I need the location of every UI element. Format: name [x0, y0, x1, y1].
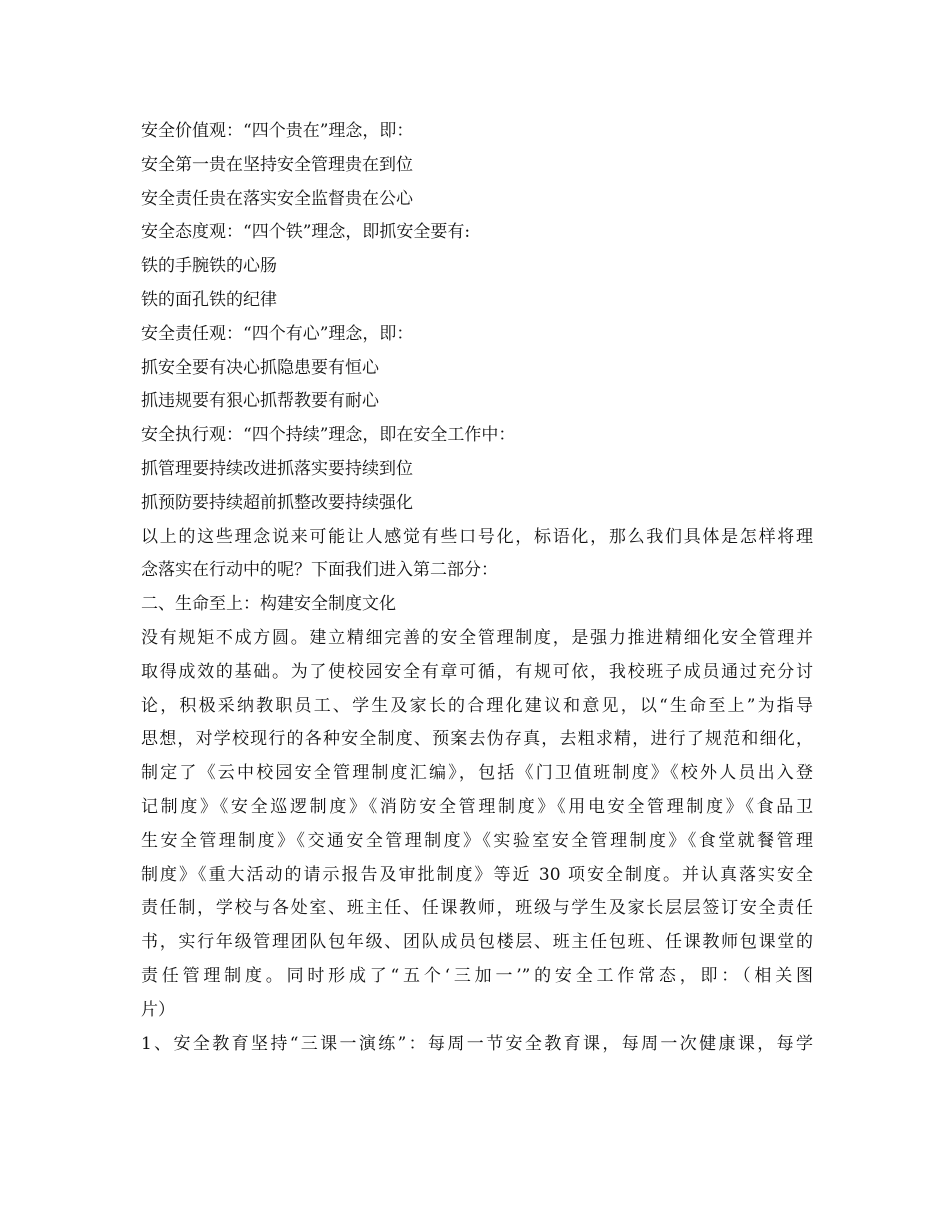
paragraph-line: 责任管理制度。同时形成了“五个‘三加一’”的安全工作常态，即：（相关图 [141, 965, 813, 986]
text-line: 安全责任观：“四个有心”理念，即： [141, 323, 414, 344]
paragraph-line: 制度》《重大活动的请示报告及审批制度》等近 30 项安全制度。并认真落实安全 [141, 864, 813, 885]
paragraph-line: 生安全管理制度》《交通安全管理制度》《实验室安全管理制度》《食堂就餐管理 [141, 830, 813, 851]
text-line: 铁的手腕铁的心肠 [141, 256, 277, 277]
text-line: 铁的面孔铁的纪律 [141, 289, 277, 310]
paragraph-line: 念落实在行动中的呢？下面我们进入第二部分： [141, 560, 498, 581]
paragraph-line: 1、安全教育坚持“三课一演练”：每周一节安全教育课，每周一次健康课，每学 [141, 1033, 813, 1054]
paragraph-line: 以上的这些理念说来可能让人感觉有些口号化，标语化，那么我们具体是怎样将理 [141, 526, 813, 547]
text-line: 抓预防要持续超前抓整改要持续强化 [141, 492, 413, 513]
section-heading: 二、生命至上：构建安全制度文化 [141, 594, 396, 615]
paragraph-line: 记制度》《安全巡逻制度》《消防安全管理制度》《用电安全管理制度》《食品卫 [141, 796, 813, 817]
paragraph-line: 思想，对学校现行的各种安全制度、预案去伪存真，去粗求精，进行了规范和细化， [141, 729, 813, 750]
text-line: 安全责任贵在落实安全监督贵在公心 [141, 188, 413, 209]
document-body [141, 115, 813, 1061]
paragraph-line: 片） [141, 999, 175, 1020]
text-line: 安全执行观：“四个持续”理念，即在安全工作中： [141, 425, 516, 446]
paragraph-line: 责任制，学校与各处室、班主任、任课教师，班级与学生及家长层层签订安全责任 [141, 898, 813, 919]
text-line: 安全价值观：“四个贵在”理念，即： [141, 121, 414, 141]
text-line: 抓管理要持续改进抓落实要持续到位 [141, 458, 413, 479]
paragraph-line: 书，实行年级管理团队包年级、团队成员包楼层、班主任包班、任课教师包课堂的 [141, 932, 813, 953]
text-line: 抓安全要有决心抓隐患要有恒心 [141, 357, 379, 378]
paragraph-line: 论，积极采纳教职员工、学生及家长的合理化建议和意见，以“生命至上”为指导 [141, 695, 813, 716]
paragraph-line: 制定了《云中校园安全管理制度汇编》，包括《门卫值班制度》《校外人员出入登 [141, 763, 813, 784]
text-line: 抓违规要有狠心抓帮教要有耐心 [141, 391, 379, 412]
paragraph-line: 没有规矩不成方圆。建立精细完善的安全管理制度，是强力推进精细化安全管理并 [141, 627, 813, 648]
text-line: 安全第一贵在坚持安全管理贵在到位 [141, 154, 413, 175]
paragraph-line: 取得成效的基础。为了使校园安全有章可循，有规可依，我校班子成员通过充分讨 [141, 661, 813, 682]
text-line: 安全态度观：“四个铁”理念，即抓安全要有: [141, 222, 471, 243]
